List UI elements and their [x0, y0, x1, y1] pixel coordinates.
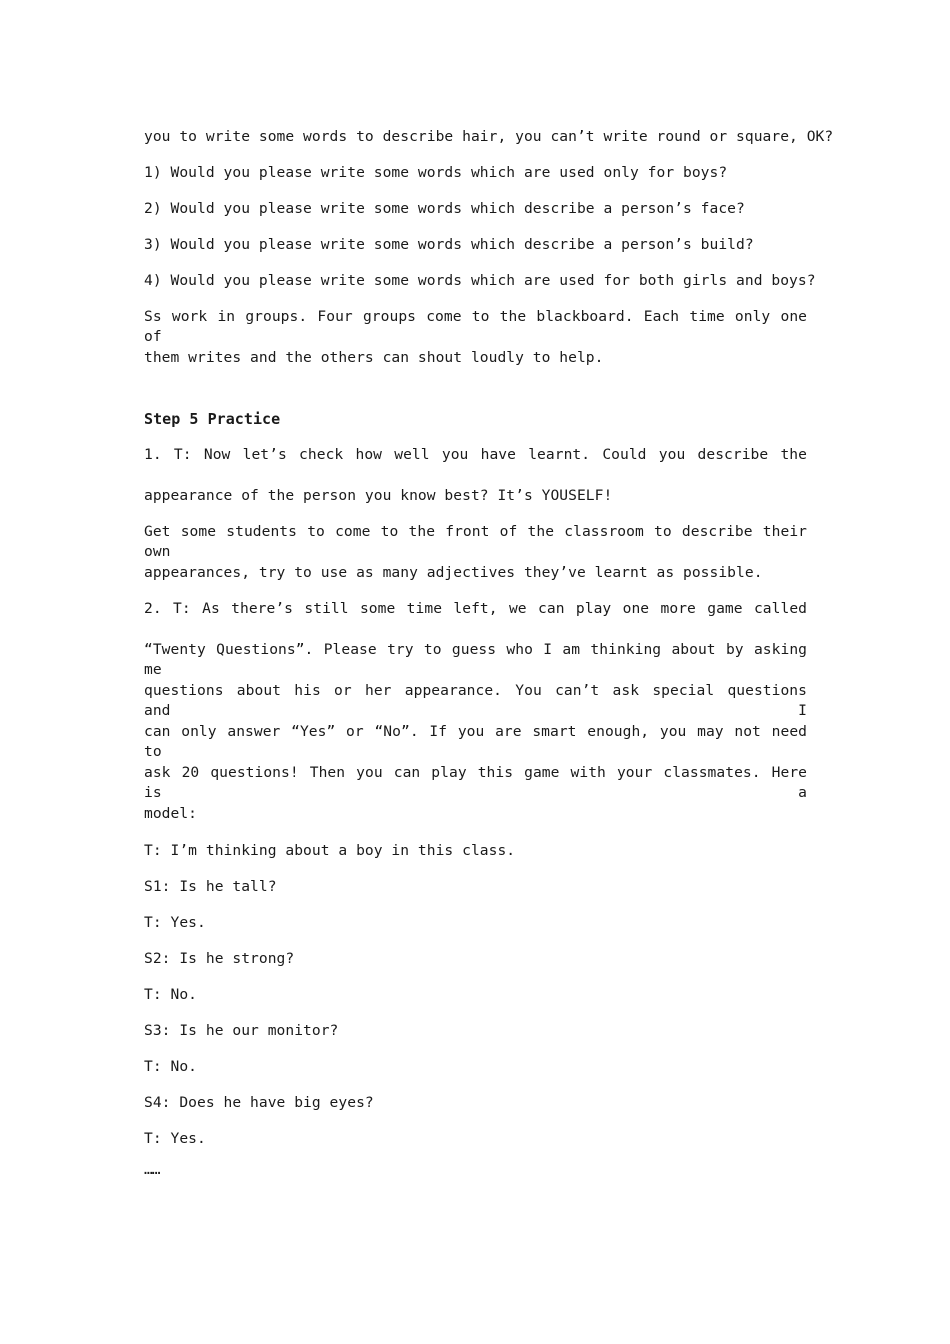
practice-2-line-2: “Twenty Questions”. Please try to guess who I am thinking about by asking me — [144, 641, 807, 678]
text-line-group-work: Ss work in groups. Four groups come to the blackboard. Each time only one of — [144, 308, 807, 345]
question-4: 4) Would you please write some words which are used for both girls and boys? — [144, 272, 816, 289]
ellipsis: …… — [144, 1161, 160, 1178]
text-line-hair-instruction: you to write some words to describe hair, you can’t write round or square, OK? — [144, 128, 834, 145]
dialogue-line-s4: S4: Does he have big eyes? — [144, 1094, 374, 1111]
practice-2-line-6: model: — [144, 805, 198, 822]
practice-2-line-3: questions about his or her appearance. You can’t ask special questions and I — [144, 682, 807, 719]
practice-1-instruction-cont: appearances, try to use as many adjectives they’ve learnt as possible. — [144, 564, 763, 581]
dialogue-line-s1: S1: Is he tall? — [144, 878, 277, 895]
question-3: 3) Would you please write some words which describe a person’s build? — [144, 236, 754, 253]
dialogue-line-s3: S3: Is he our monitor? — [144, 1022, 339, 1039]
dialogue-line-t4: T: No. — [144, 1058, 198, 1075]
practice-1-line-cont: appearance of the person you know best? It’s YOUSELF! — [144, 487, 613, 504]
text-line-group-work-cont: them writes and the others can shout loudly to help. — [144, 349, 604, 366]
question-2: 2) Would you please write some words which describe a person’s face? — [144, 200, 745, 217]
practice-2-line-4: can only answer “Yes” or “No”. If you are smart enough, you may not need to — [144, 723, 807, 760]
dialogue-line-t3: T: No. — [144, 986, 198, 1003]
practice-2-line-5: ask 20 questions! Then you can play this game with your classmates. Here is a — [144, 764, 807, 801]
practice-1-line: 1. T: Now let’s check how well you have learnt. Could you describe the — [144, 446, 807, 463]
practice-1-instruction: Get some students to come to the front of the classroom to describe their own — [144, 523, 807, 560]
dialogue-line-s2: S2: Is he strong? — [144, 950, 295, 967]
practice-2-line: 2. T: As there’s still some time left, we can play one more game called — [144, 600, 807, 617]
question-1: 1) Would you please write some words which are used only for boys? — [144, 164, 728, 181]
dialogue-line-t5: T: Yes. — [144, 1130, 206, 1147]
dialogue-line-t2: T: Yes. — [144, 914, 206, 931]
dialogue-line-t1: T: I’m thinking about a boy in this class. — [144, 842, 516, 859]
section-heading-step5: Step 5 Practice — [144, 410, 281, 428]
